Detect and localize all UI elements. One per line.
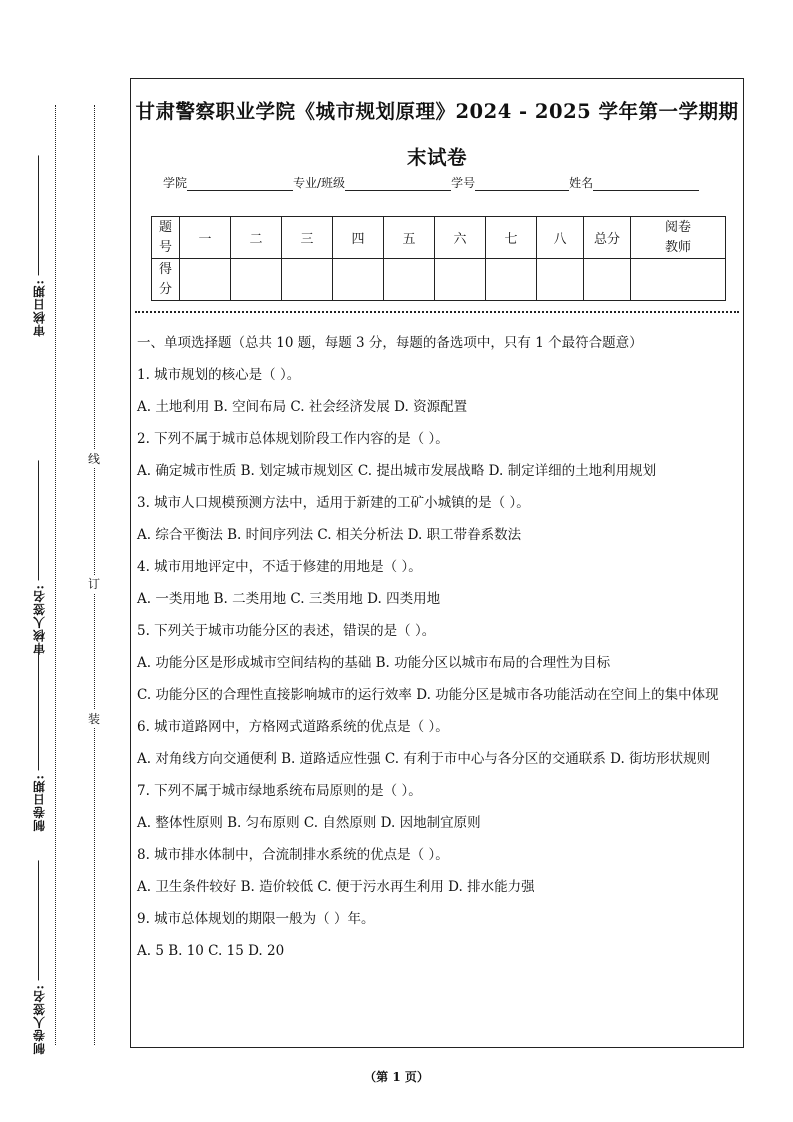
exam-title-line2: 末试卷 <box>406 146 467 169</box>
exam-frame <box>130 78 744 1048</box>
student-id-field[interactable] <box>475 178 569 191</box>
student-info-row <box>163 174 699 191</box>
preparer-sign-text: 制卷人签名: <box>32 984 47 1055</box>
student-id-label: 学号 <box>451 176 476 190</box>
question-7-options: A. 整体性原则 B. 匀布原则 C. 自然原则 D. 因地制宜原则 <box>137 815 481 831</box>
question-8-options: A. 卫生条件较好 B. 造价较低 C. 便于污水再生利用 D. 排水能力强 <box>137 879 535 895</box>
page-number: （第 1 页） <box>364 1070 429 1084</box>
col-header: 二 <box>231 217 282 259</box>
section-heading: 一、单项选择题（总共 10 题，每题 3 分，每题的备选项中，只有 1 个最符合题意） <box>137 335 643 351</box>
preparer-sign-label <box>30 860 48 1054</box>
question-9-options: A. 5 B. 10 C. 15 D. 20 <box>137 943 285 959</box>
score-table-score-row <box>152 259 726 301</box>
prep-date-label <box>30 650 48 831</box>
prep-date-text: 制卷日期: <box>32 774 47 832</box>
binding-word-bind: 订 <box>87 577 100 591</box>
col-header-total: 总分 <box>584 217 631 259</box>
separator-line <box>135 311 739 313</box>
col-header: 八 <box>537 217 584 259</box>
grader-cell[interactable] <box>631 259 726 301</box>
question-2: 2. 下列不属于城市总体规划阶段工作内容的是（ ）。 <box>137 431 449 447</box>
question-5-options-a: A. 功能分区是形成城市空间结构的基础 B. 功能分区以城市布局的合理性为目标 <box>137 655 611 671</box>
question-1-options: A. 土地利用 B. 空间布局 C. 社会经济发展 D. 资源配置 <box>137 399 468 415</box>
score-table <box>151 216 726 301</box>
score-cell[interactable] <box>384 259 435 301</box>
col-header: 四 <box>333 217 384 259</box>
question-8: 8. 城市排水体制中，合流制排水系统的优点是（ ）。 <box>137 847 449 863</box>
score-cell[interactable] <box>537 259 584 301</box>
score-cell[interactable] <box>231 259 282 301</box>
question-3: 3. 城市人口规模预测方法中，适用于新建的工矿小城镇的是（ ）。 <box>137 495 530 511</box>
col-header: 七 <box>486 217 537 259</box>
reviewer-sign-label <box>30 460 48 654</box>
binding-line-outer <box>55 105 56 1045</box>
score-cell[interactable] <box>435 259 486 301</box>
question-1: 1. 城市规划的核心是（ ）。 <box>137 367 301 383</box>
major-class-label: 专业/班级 <box>293 176 346 190</box>
question-7: 7. 下列不属于城市绿地系统布局原则的是（ ）。 <box>137 783 422 799</box>
question-4: 4. 城市用地评定中，不适于修建的用地是（ ）。 <box>137 559 422 575</box>
topic-number-label: 题 号 <box>152 217 180 259</box>
score-cell[interactable] <box>486 259 537 301</box>
section-1 <box>137 333 741 973</box>
score-cell[interactable] <box>333 259 384 301</box>
review-date-blank[interactable] <box>39 155 40 275</box>
score-table-header-row <box>152 217 726 259</box>
reviewer-sign-text: 审核人签名: <box>32 584 47 655</box>
grader-label: 阅卷 教师 <box>631 217 726 259</box>
score-label: 得 分 <box>152 259 180 301</box>
question-3-options: A. 综合平衡法 B. 时间序列法 C. 相关分析法 D. 职工带眷系数法 <box>137 527 522 543</box>
college-field[interactable] <box>187 178 293 191</box>
question-6-options: A. 对角线方向交通便利 B. 道路适应性强 C. 有利于市中心与各分区的交通联系 D. 街坊形状规则 <box>137 751 711 767</box>
question-5-options-b: C. 功能分区的合理性直接影响城市的运行效率 D. 功能分区是城市各功能活动在空间上的集中体现 <box>137 687 719 703</box>
review-date-text: 审核日期: <box>32 279 47 337</box>
score-cell[interactable] <box>282 259 333 301</box>
name-label: 姓名 <box>569 176 594 190</box>
question-5: 5. 下列关于城市功能分区的表述，错误的是（ ）。 <box>137 623 436 639</box>
binding-word-seal: 装 <box>87 712 100 726</box>
question-9: 9. 城市总体规划的期限一般为（ ）年。 <box>137 911 375 927</box>
exam-title-line1: 甘肃警察职业学院《城市规划原理》2024 - 2025 学年第一学期期 <box>135 100 739 123</box>
col-header: 一 <box>180 217 231 259</box>
col-header: 三 <box>282 217 333 259</box>
reviewer-sign-blank[interactable] <box>39 460 40 580</box>
question-2-options: A. 确定城市性质 B. 划定城市规划区 C. 提出城市发展战略 D. 制定详细的土地利用规划 <box>137 463 657 479</box>
question-4-options: A. 一类用地 B. 二类用地 C. 三类用地 D. 四类用地 <box>137 591 441 607</box>
prep-date-blank[interactable] <box>39 650 40 770</box>
binding-word-line: 线 <box>87 452 100 466</box>
question-6: 6. 城市道路网中，方格网式道路系统的优点是（ ）。 <box>137 719 449 735</box>
name-field[interactable] <box>593 178 699 191</box>
exam-title <box>131 89 743 181</box>
review-date-label <box>30 155 48 336</box>
score-cell[interactable] <box>180 259 231 301</box>
score-cell-total[interactable] <box>584 259 631 301</box>
college-label: 学院 <box>163 176 188 190</box>
col-header: 五 <box>384 217 435 259</box>
major-class-field[interactable] <box>345 178 451 191</box>
col-header: 六 <box>435 217 486 259</box>
preparer-sign-blank[interactable] <box>39 860 40 980</box>
